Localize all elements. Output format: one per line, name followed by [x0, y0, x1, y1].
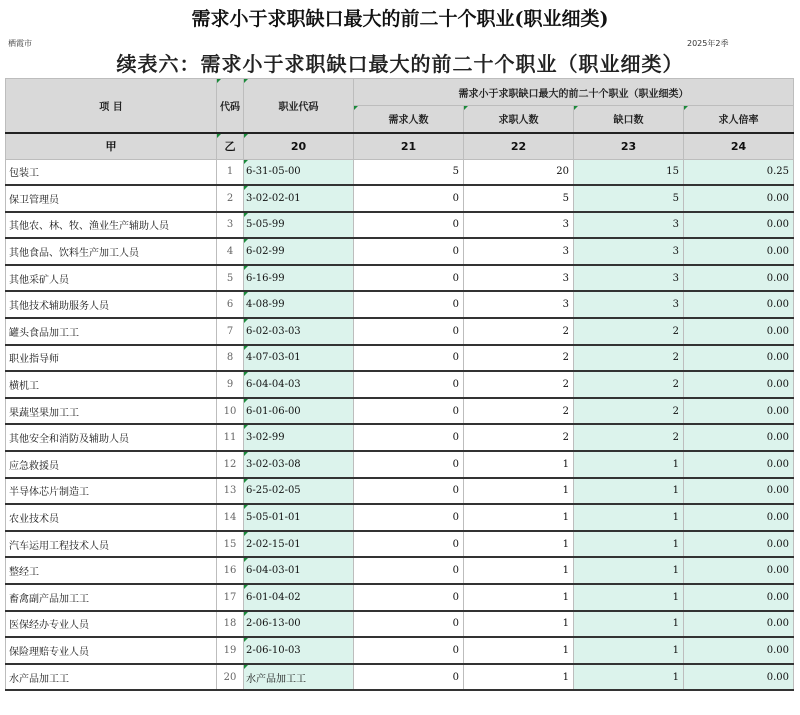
occupation-name-cell: 其他食品、饮料生产加工人员: [6, 238, 217, 265]
gap-cell: 3: [574, 212, 684, 239]
occupation-table: [5, 78, 794, 691]
header-code-sub: 乙: [217, 133, 244, 160]
demand-cell: 0: [354, 291, 464, 318]
occupation-code-cell: 4-08-99: [244, 291, 354, 318]
ratio-cell: 0.00: [684, 478, 794, 505]
report-title: 需求小于求职缺口最大的前二十个职业(职业细类): [191, 8, 609, 30]
row-index-cell: 10: [217, 398, 244, 425]
demand-cell: 0: [354, 531, 464, 558]
table-row: [6, 212, 794, 239]
occupation-code-cell: 5-05-01-01: [244, 504, 354, 531]
occupation-code-cell: 2-02-15-01: [244, 531, 354, 558]
demand-cell: 0: [354, 345, 464, 372]
table-row: [6, 398, 794, 425]
seekers-cell: 3: [464, 291, 574, 318]
demand-cell: 0: [354, 504, 464, 531]
occupation-code-cell: 水产品加工工: [244, 664, 354, 691]
table-row: [6, 451, 794, 478]
occupation-name-cell: 整经工: [6, 557, 217, 584]
row-index-cell: 9: [217, 371, 244, 398]
header-occupation-sub: 20: [244, 133, 354, 160]
gap-cell: 2: [574, 424, 684, 451]
occupation-code-cell: 6-04-03-01: [244, 557, 354, 584]
demand-cell: 0: [354, 265, 464, 292]
header-item-sub: 甲: [6, 133, 217, 160]
occupation-code-cell: 6-02-03-03: [244, 318, 354, 345]
seekers-cell: 2: [464, 424, 574, 451]
table-row: [6, 637, 794, 664]
occupation-name-cell: 保险理赔专业人员: [6, 637, 217, 664]
seekers-cell: 1: [464, 637, 574, 664]
table-row: [6, 185, 794, 212]
demand-cell: 0: [354, 424, 464, 451]
occupation-code-cell: 3-02-02-01: [244, 185, 354, 212]
occupation-code-cell: 6-16-99: [244, 265, 354, 292]
ratio-cell: 0.00: [684, 318, 794, 345]
ratio-cell: 0.25: [684, 159, 794, 185]
ratio-cell: 0.00: [684, 664, 794, 691]
table-row: [6, 584, 794, 611]
gap-cell: 1: [574, 611, 684, 638]
row-index-cell: 16: [217, 557, 244, 584]
header-occupation-code: 职业代码: [244, 79, 354, 133]
demand-cell: 0: [354, 637, 464, 664]
occupation-name-cell: 半导体芯片制造工: [6, 478, 217, 505]
gap-cell: 1: [574, 504, 684, 531]
seekers-cell: 2: [464, 398, 574, 425]
gap-cell: 2: [574, 318, 684, 345]
occupation-name-cell: 应急救援员: [6, 451, 217, 478]
region-label: 栖霞市: [8, 39, 32, 48]
occupation-code-cell: 6-02-99: [244, 238, 354, 265]
ratio-cell: 0.00: [684, 212, 794, 239]
gap-cell: 15: [574, 159, 684, 185]
row-index-cell: 1: [217, 159, 244, 185]
seekers-cell: 1: [464, 611, 574, 638]
row-index-cell: 6: [217, 291, 244, 318]
occupation-code-cell: 6-01-04-02: [244, 584, 354, 611]
row-index-cell: 12: [217, 451, 244, 478]
demand-cell: 0: [354, 185, 464, 212]
row-index-cell: 2: [217, 185, 244, 212]
header-ratio-sub: 24: [684, 133, 794, 160]
row-index-cell: 18: [217, 611, 244, 638]
row-index-cell: 4: [217, 238, 244, 265]
gap-cell: 2: [574, 345, 684, 372]
row-index-cell: 17: [217, 584, 244, 611]
header-ratio: 求人倍率: [684, 106, 794, 133]
header-group: 需求小于求职缺口最大的前二十个职业（职业细类）: [354, 79, 794, 106]
occupation-name-cell: 罐头食品加工工: [6, 318, 217, 345]
table-row: [6, 557, 794, 584]
demand-cell: 0: [354, 212, 464, 239]
gap-cell: 1: [574, 637, 684, 664]
ratio-cell: 0.00: [684, 345, 794, 372]
row-index-cell: 14: [217, 504, 244, 531]
occupation-name-cell: 横机工: [6, 371, 217, 398]
demand-cell: 0: [354, 557, 464, 584]
demand-cell: 0: [354, 238, 464, 265]
header-gap-sub: 23: [574, 133, 684, 160]
occupation-name-cell: 水产品加工工: [6, 664, 217, 691]
gap-cell: 3: [574, 291, 684, 318]
ratio-cell: 0.00: [684, 504, 794, 531]
table-row: [6, 238, 794, 265]
demand-cell: 5: [354, 159, 464, 185]
ratio-cell: 0.00: [684, 265, 794, 292]
occupation-code-cell: 3-02-99: [244, 424, 354, 451]
row-index-cell: 5: [217, 265, 244, 292]
header-item: 项 目: [6, 79, 217, 133]
table-row: [6, 159, 794, 185]
seekers-cell: 1: [464, 664, 574, 691]
ratio-cell: 0.00: [684, 291, 794, 318]
header-code: 代码: [217, 79, 244, 133]
table-row: [6, 664, 794, 691]
row-index-cell: 11: [217, 424, 244, 451]
gap-cell: 2: [574, 398, 684, 425]
demand-cell: 0: [354, 451, 464, 478]
header-seekers: 求职人数: [464, 106, 574, 133]
occupation-name-cell: 医保经办专业人员: [6, 611, 217, 638]
occupation-code-cell: 6-01-06-00: [244, 398, 354, 425]
occupation-code-cell: 2-06-13-00: [244, 611, 354, 638]
row-index-cell: 7: [217, 318, 244, 345]
occupation-name-cell: 包装工: [6, 159, 217, 185]
seekers-cell: 3: [464, 212, 574, 239]
ratio-cell: 0.00: [684, 424, 794, 451]
table-row: [6, 371, 794, 398]
table-row: [6, 318, 794, 345]
seekers-cell: 1: [464, 451, 574, 478]
demand-cell: 0: [354, 611, 464, 638]
row-index-cell: 3: [217, 212, 244, 239]
header-seekers-sub: 22: [464, 133, 574, 160]
seekers-cell: 5: [464, 185, 574, 212]
seekers-cell: 1: [464, 478, 574, 505]
table-subtitle: 续表六：需求小于求职缺口最大的前二十个职业（职业细类）: [116, 52, 684, 76]
table-row: [6, 265, 794, 292]
ratio-cell: 0.00: [684, 371, 794, 398]
gap-cell: 3: [574, 238, 684, 265]
seekers-cell: 1: [464, 531, 574, 558]
ratio-cell: 0.00: [684, 584, 794, 611]
seekers-cell: 2: [464, 345, 574, 372]
ratio-cell: 0.00: [684, 557, 794, 584]
ratio-cell: 0.00: [684, 611, 794, 638]
seekers-cell: 1: [464, 584, 574, 611]
table-row: [6, 504, 794, 531]
table-row: [6, 611, 794, 638]
occupation-name-cell: 其他技术辅助服务人员: [6, 291, 217, 318]
demand-cell: 0: [354, 478, 464, 505]
seekers-cell: 1: [464, 557, 574, 584]
gap-cell: 2: [574, 371, 684, 398]
header-gap: 缺口数: [574, 106, 684, 133]
seekers-cell: 20: [464, 159, 574, 185]
occupation-code-cell: 6-25-02-05: [244, 478, 354, 505]
occupation-code-cell: 6-31-05-00: [244, 159, 354, 185]
ratio-cell: 0.00: [684, 451, 794, 478]
ratio-cell: 0.00: [684, 185, 794, 212]
table-row: [6, 531, 794, 558]
demand-cell: 0: [354, 371, 464, 398]
occupation-name-cell: 农业技术员: [6, 504, 217, 531]
occupation-name-cell: 保卫管理员: [6, 185, 217, 212]
row-index-cell: 19: [217, 637, 244, 664]
row-index-cell: 15: [217, 531, 244, 558]
gap-cell: 1: [574, 451, 684, 478]
row-index-cell: 13: [217, 478, 244, 505]
gap-cell: 1: [574, 531, 684, 558]
ratio-cell: 0.00: [684, 637, 794, 664]
occupation-code-cell: 3-02-03-08: [244, 451, 354, 478]
gap-cell: 1: [574, 557, 684, 584]
demand-cell: 0: [354, 398, 464, 425]
row-index-cell: 20: [217, 664, 244, 691]
seekers-cell: 3: [464, 238, 574, 265]
table-body: [6, 159, 794, 690]
demand-cell: 0: [354, 584, 464, 611]
header-demand-sub: 21: [354, 133, 464, 160]
meta-row: [0, 35, 800, 51]
period-label: 2025年2季: [687, 39, 729, 48]
gap-cell: 1: [574, 584, 684, 611]
occupation-code-cell: 4-07-03-01: [244, 345, 354, 372]
ratio-cell: 0.00: [684, 238, 794, 265]
occupation-name-cell: 果蔬坚果加工工: [6, 398, 217, 425]
table-row: [6, 345, 794, 372]
occupation-name-cell: 其他采矿人员: [6, 265, 217, 292]
ratio-cell: 0.00: [684, 398, 794, 425]
occupation-name-cell: 其他农、林、牧、渔业生产辅助人员: [6, 212, 217, 239]
occupation-code-cell: 2-06-10-03: [244, 637, 354, 664]
seekers-cell: 2: [464, 318, 574, 345]
occupation-name-cell: 其他安全和消防及辅助人员: [6, 424, 217, 451]
gap-cell: 1: [574, 478, 684, 505]
demand-cell: 0: [354, 664, 464, 691]
row-index-cell: 8: [217, 345, 244, 372]
gap-cell: 3: [574, 265, 684, 292]
occupation-name-cell: 职业指导师: [6, 345, 217, 372]
gap-cell: 5: [574, 185, 684, 212]
occupation-code-cell: 6-04-04-03: [244, 371, 354, 398]
table-row: [6, 478, 794, 505]
table-row: [6, 291, 794, 318]
seekers-cell: 2: [464, 371, 574, 398]
seekers-cell: 1: [464, 504, 574, 531]
ratio-cell: 0.00: [684, 531, 794, 558]
table-row: [6, 424, 794, 451]
header-demand: 需求人数: [354, 106, 464, 133]
occupation-code-cell: 5-05-99: [244, 212, 354, 239]
occupation-name-cell: 畜禽副产品加工工: [6, 584, 217, 611]
occupation-name-cell: 汽车运用工程技术人员: [6, 531, 217, 558]
seekers-cell: 3: [464, 265, 574, 292]
gap-cell: 1: [574, 664, 684, 691]
demand-cell: 0: [354, 318, 464, 345]
